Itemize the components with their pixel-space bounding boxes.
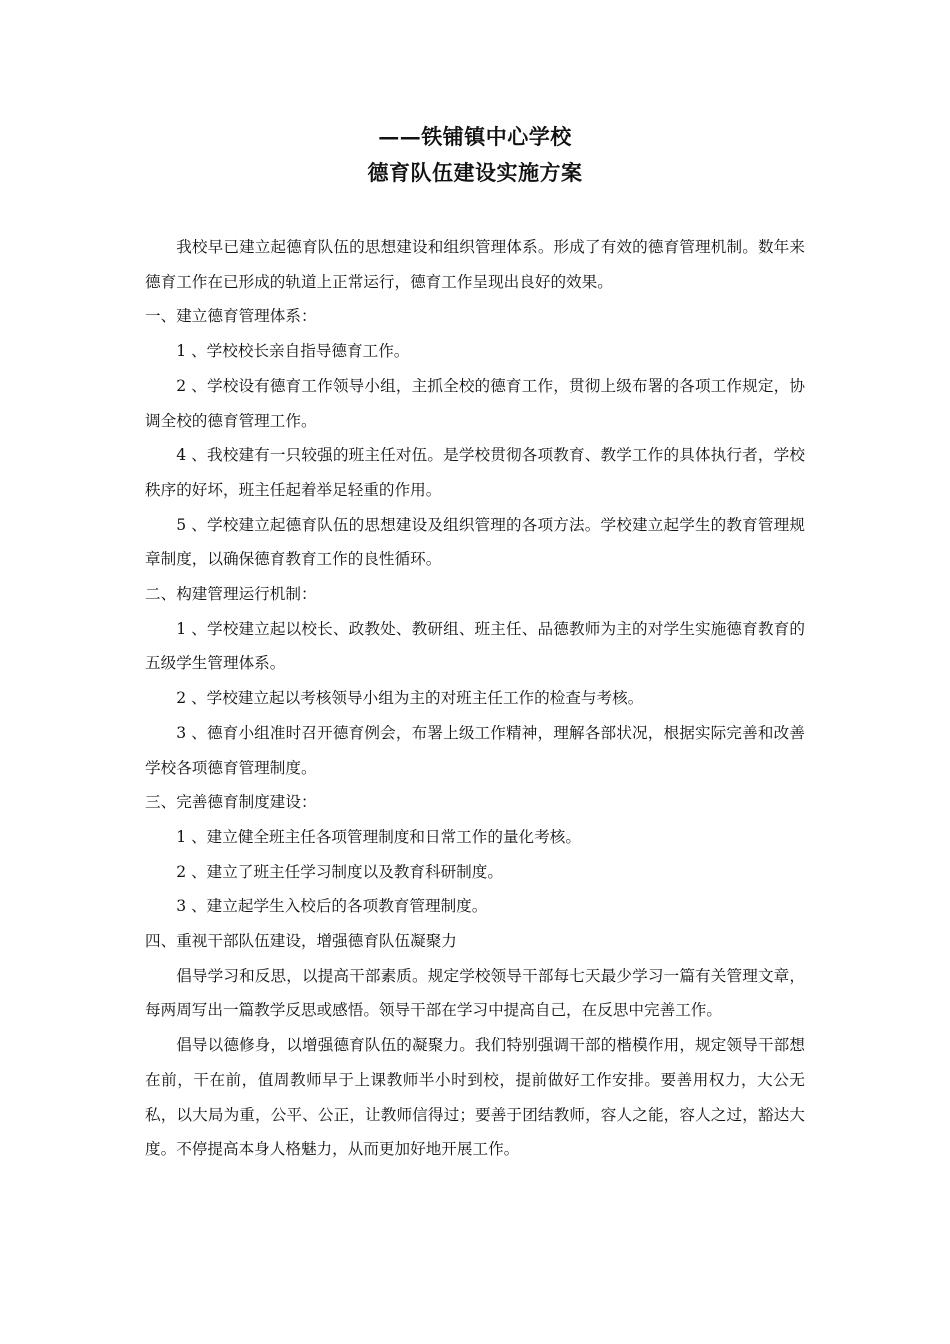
list-item: 4 、我校建有一只较强的班主任对伍。是学校贯彻各项教育、教学工作的具体执行者，学校秩序的好坏，班主任起着举足轻重的作用。 — [145, 446, 805, 499]
list-item: 2 、学校设有德育工作领导小组，主抓全校的德育工作，贯彻上级布署的各项工作规定，协调全校的德育管理工作。 — [145, 376, 805, 430]
list-item: 1 、学校校长亲自指导德育工作。 — [176, 342, 410, 361]
body-paragraph: 倡导学习和反思，以提高干部素质。规定学校领导干部每七天最少学习一篇有关管理文章，每两周写出一篇教学反思或感悟。领导干部在学习中提高自己，在反思中完善工作。 — [145, 966, 805, 1020]
list-item: 1 、建立健全班主任各项管理制度和日常工作的量化考核。 — [176, 827, 581, 846]
list-item: 2 、学校建立起以考核领导小组为主的对班主任工作的检查与考核。 — [176, 689, 644, 708]
section-heading-1: 一、建立德育管理体系： — [145, 307, 317, 326]
section-heading-4: 四、重视干部队伍建设，增强德育队伍凝聚力 — [145, 932, 457, 951]
body-paragraph: 倡导以德修身，以增强德育队伍的凝聚力。我们特别强调干部的楷模作用，规定领导干部想在前，干在前，值周教师早于上课教师半小时到校，提前做好工作安排。要善用权力，大公无私，以大局为重，公平、公正，让教师信得过；要善于团结教师，容人之能，容人之过，豁达大度。不停提高本身人格魅力，从而更加好地开展工作。 — [145, 1036, 805, 1159]
list-item: 1 、学校建立起以校长、政教处、教研组、班主任、品德教师为主的对学生实施德育教育的五级学生管理体系。 — [145, 619, 805, 673]
document-title-school: ——铁铺镇中心学校 — [378, 124, 572, 149]
document-title: 德育队伍建设实施方案 — [367, 160, 583, 185]
section-heading-3: 三、完善德育制度建设： — [145, 793, 317, 812]
section-heading-2: 二、构建管理运行机制： — [145, 585, 317, 604]
document-body — [145, 230, 805, 1167]
intro-paragraph: 我校早已建立起德育队伍的思想建设和组织管理体系。形成了有效的德育管理机制。数年来德育工作在已形成的轨道上正常运行，德育工作呈现出良好的效果。 — [145, 238, 805, 291]
list-item: 3 、建立起学生入校后的各项教育管理制度。 — [176, 897, 488, 916]
list-item: 2 、建立了班主任学习制度以及教育科研制度。 — [176, 862, 503, 881]
list-item: 3 、德育小组准时召开德育例会，布署上级工作精神，理解各部状况，根据实际完善和改善学校各项德育管理制度。 — [145, 723, 805, 777]
list-item: 5 、学校建立起德育队伍的思想建设及组织管理的各项方法。学校建立起学生的教育管理规章制度，以确保德育教育工作的良性循环。 — [145, 515, 805, 569]
